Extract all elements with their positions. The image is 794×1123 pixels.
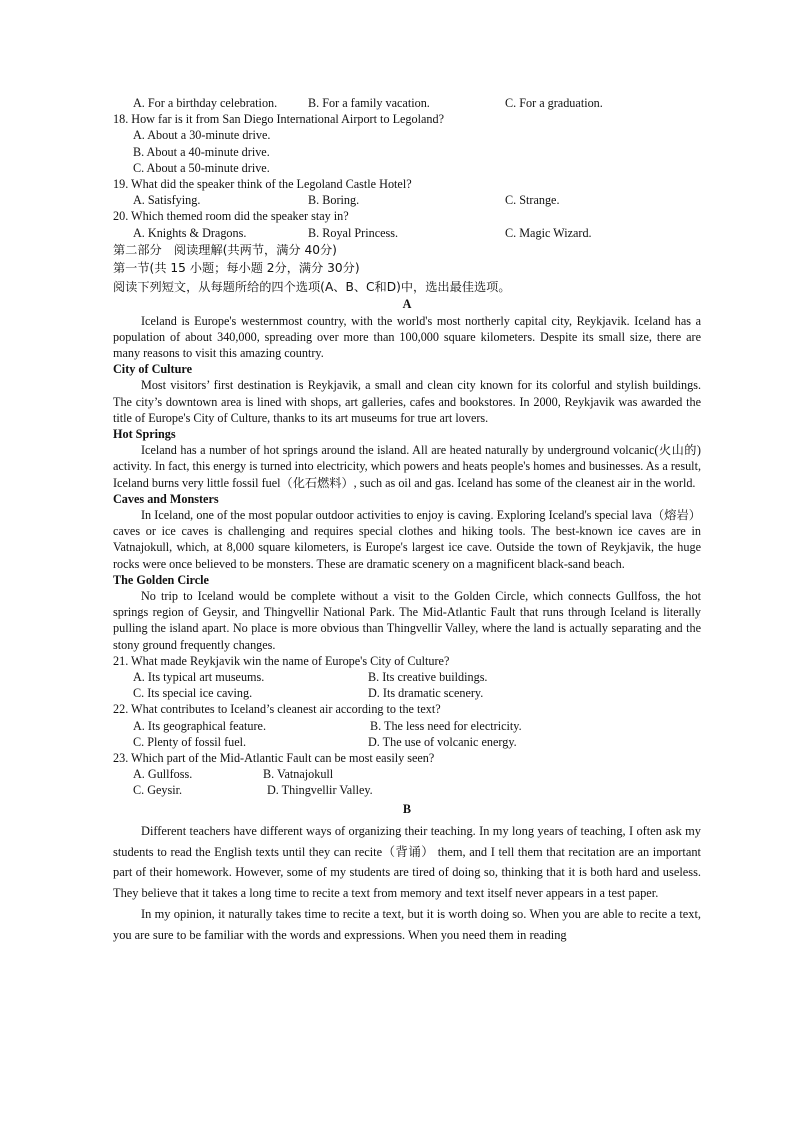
q21-option-d: D. Its dramatic scenery. [368,686,484,701]
q23-option-c: C. Geysir. [133,783,183,798]
q23-options-row1 [113,766,701,782]
q20-option-a: A. Knights & Dragons. [133,225,247,240]
q20-option-b: B. Royal Princess. [308,225,399,240]
q20-option-c: C. Magic Wizard. [505,225,592,240]
q17-option-a: A. For a birthday celebration. [133,96,278,110]
q20-stem: 20. Which themed room did the speaker stay in? [113,209,349,224]
q19-option-c: C. Strange. [505,193,560,208]
q21-stem: 21. What made Reykjavik win the name of Europe's City of Culture? [113,653,450,668]
part2-title: 第二部分 阅读理解(共两节，满分 40分) [113,242,337,257]
q22-option-b: B. The less need for electricity. [370,718,522,733]
q22-options-row2 [113,734,701,750]
q23-options-row2 [113,782,701,798]
q17-option-b: B. For a family vacation. [308,96,430,110]
q18-option-b: B. About a 40-minute drive. [133,144,270,159]
section-heading-golden-circle: The Golden Circle [113,572,209,587]
q23-stem: 23. Which part of the Mid-Atlantic Fault can be most easily seen? [113,751,435,766]
q23-option-b: B. Vatnajokull [263,767,334,782]
q22-stem: 22. What contributes to Iceland’s cleanest air according to the text? [113,702,441,717]
exam-page [113,95,701,946]
passage-b [113,821,701,946]
q23-option-d: D. Thingvellir Valley. [267,783,373,798]
q21-option-a: A. Its typical art museums. [133,670,265,684]
passage-b-paragraph-1: Different teachers have different ways of organizing their teaching. In my long years of teaching, I often ask my students to read the English texts until they can recite（背诵） them, and I tell them that recitation are an important part of their homework. However, some of my students are tired of doing so, thinking that it is both hard and useless. They believe that it takes a long time to recite a text from memory and text itself never appears in a test paper. [113,823,701,901]
q21-option-b: B. Its creative buildings. [368,670,488,684]
q21-options-row2 [113,685,701,701]
q22-option-d: D. The use of volcanic energy. [368,734,517,749]
section-heading-caves: Caves and Monsters [113,491,219,506]
q17-option-c: C. For a graduation. [505,96,603,110]
section-heading-hot-springs: Hot Springs [113,426,176,441]
passage-a-letter: A [402,297,412,312]
q21-options-row1 [113,669,701,685]
section-heading-culture: City of Culture [113,362,192,377]
instructions: 阅读下列短文，从每题所给的四个选项(A、B、C和D)中，选出最佳选项。 [113,279,511,294]
q17-options [113,95,701,111]
q21-option-c: C. Its special ice caving. [133,686,253,701]
q18-stem: 18. How far is it from San Diego International Airport to Legoland? [113,112,445,127]
q22-option-c: C. Plenty of fossil fuel. [133,734,247,749]
q22-options-row1 [113,718,701,734]
q19-option-b: B. Boring. [308,193,360,208]
q20-options [113,225,701,241]
passage-a-intro: Iceland is Europe's westernmost country, with the world's most northerly capital city, Reykjavik. Iceland has a population of about 340,000, spreading over more than 100,000 square kilometers. Despite its small size, there are many reasons to visit this amazing country. [113,313,701,360]
section-text-culture: Most visitors’ first destination is Reykjavik, a small and clean city known for its colorful and stylish buildings. The city’s downtown area is lined with shops, art galleries, cafes and bookstores. In 2000, Reykjavik was awarded the title of Europe's City of Culture, thanks to its art museums for true art lovers. [113,378,701,425]
passage-b-paragraph-2: In my opinion, it naturally takes time to recite a text, but it is worth doing so. When you are able to recite a text, you are sure to be familiar with the words and expressions. When you need them in reading [113,907,701,942]
section-text-caves: In Iceland, one of the most popular outdoor activities to enjoy is caving. Exploring Iceland's special lava（熔岩） caves or ice caves is challenging and requires special clothes and hiking tools. The best-known ice caves are in Vatnajokull, which, at 8,000 square kilometers, is Europe's largest ice cave. Outside the town of Reykjavik, the huge rocks were once believed to be monsters. These are dramatic scenery on a magnificent black-sand beach. [113,507,701,571]
q19-options [113,192,701,208]
q18-option-a: A. About a 30-minute drive. [133,128,271,143]
q22-option-a: A. Its geographical feature. [133,718,266,733]
section-text-hot-springs: Iceland has a number of hot springs around the island. All are heated naturally by underground volcanic(火山的) activity. In fact, this energy is turned into electricity, which powers and heats people's homes and businesses. As a result, Iceland burns very little fossil fuel（化石燃料）, such as oil and gas. Iceland has some of the cleanest air in the world. [113,443,701,490]
section1-title: 第一节(共 15 小题；每小题 2分，满分 30分) [113,261,360,276]
q19-stem: 19. What did the speaker think of the Legoland Castle Hotel? [113,177,412,192]
section-text-golden-circle: No trip to Iceland would be complete without a visit to the Golden Circle, which connects Gullfoss, the hot springs region of Geysir, and Thingvellir National Park. The Mid-Atlantic Fault that runs through Iceland is literally pulling the island apart. No place is more obvious than Thingvellir Valley, where the land is actually separating and the stony ground frequently changes. [113,588,701,652]
q19-option-a: A. Satisfying. [133,193,201,208]
passage-b-letter: B [402,801,412,816]
q18-option-c: C. About a 50-minute drive. [133,160,270,175]
q23-option-a: A. Gullfoss. [133,767,193,782]
